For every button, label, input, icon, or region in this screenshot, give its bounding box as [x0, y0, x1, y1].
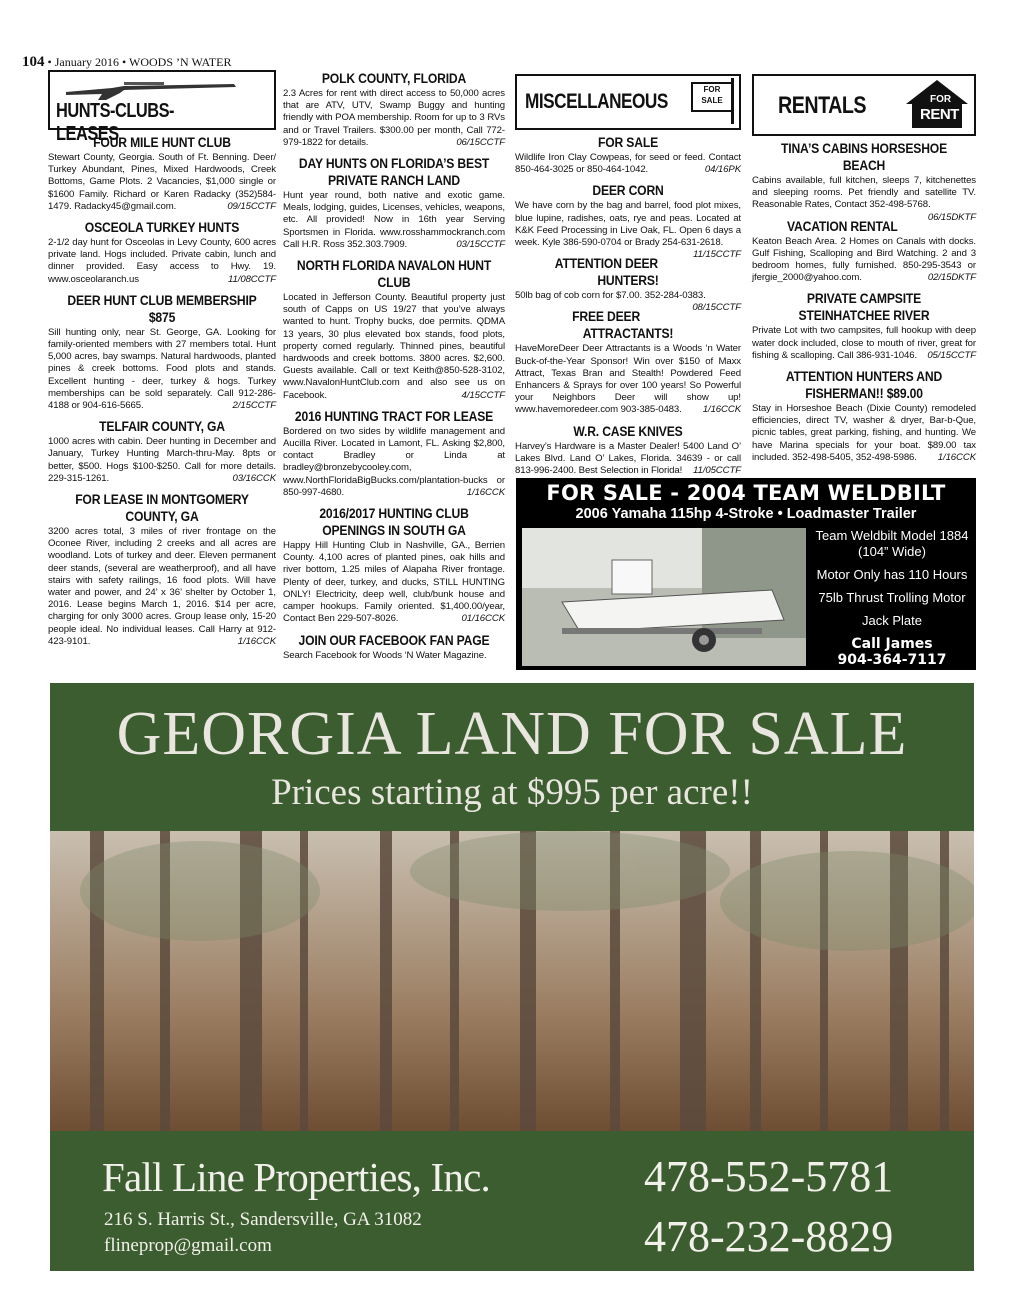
ad-title: JOIN OUR FACEBOOK FAN PAGE — [298, 632, 490, 648]
classified-ad — [283, 70, 505, 149]
boat-headline: FOR SALE - 2004 TEAM WELDBILT — [546, 481, 946, 505]
ad-title: VACATION RENTAL — [786, 218, 898, 234]
boat-detail: Jack Plate — [862, 613, 922, 628]
classified-ad — [48, 292, 276, 412]
ad-title: ATTENTION HUNTERS AND FISHERMAN!! $89.00 — [785, 369, 943, 402]
boat-subhead: 2006 Yamaha 115hp 4-Stroke • Loadmaster Trailer — [575, 506, 917, 522]
hunts-section-title: HUNTS-CLUBS-LEASES — [56, 100, 175, 145]
ad-code: 03/15CCTF — [456, 238, 505, 250]
classified-ad — [752, 290, 976, 362]
ad-body: Located in Jefferson County. Beautiful property just south of Capps on US 19/27 that you’ve always wanted to hunt. Trophy bucks, doe permits. QDMA 13 years, 30 plus elevated box stands, food plots, property corned regularly. Thinned pines, beautiful hardwoods and creek bottoms. 3800 acres. $2,600. Guests available. Call or text Keith@850-528-3102, www.NavalonHuntClub.com and also see us on Facebook. — [283, 292, 505, 401]
ad-code: 11/08CCTF — [228, 273, 276, 285]
ad-body: 2.3 Acres for rent with direct access to 50,000 acres that are ATV, UTV, Swamp Buggy and hunting friendly with POA membership. Room for up to 3 RVs and or Travel Trailers. $300.00 per month, Call 772-979-1822 for details. — [283, 88, 505, 148]
ad-body: Stewart County, Georgia. South of Ft. Benning. Deer/ Turkey Abundant, Pines, Mixed Hardwoods, Creek Bottoms, Game Plots. 2 Vacancies, $1,000 single or $1600 Family. Richard or Karen Radacky (352)584-1479. Radacky45@gmail.com. — [48, 152, 276, 212]
boat-image — [522, 528, 806, 666]
classified-ad — [48, 134, 276, 213]
ad-body: HaveMoreDeer Deer Attractants is a Woods ‘n Water Buck-of-the-Year Sponsor! Win over $150 of Maxx Attract, Texas Bran and Stealth! Powdered Feed Enhancers & Sprays for over 100 years! So Powerful your Neighbors Deer will show up! www.havemoredeer.com 903-385-0483. — [515, 343, 741, 416]
classified-ad — [48, 219, 276, 286]
rent-sign-for: FOR — [930, 94, 952, 105]
classified-ad — [283, 155, 505, 251]
miscellaneous-column — [515, 74, 741, 483]
classified-ad — [515, 255, 741, 314]
ad-code: 08/15CCTF — [692, 302, 741, 314]
ad-title: 2016 HUNTING TRACT FOR LEASE — [294, 408, 494, 424]
land-company-email[interactable]: flineprop@gmail.com — [104, 1235, 272, 1256]
ad-title: 2016/2017 HUNTING CLUB OPENINGS IN SOUTH GA — [319, 506, 469, 539]
ad-code: 2/15CCTF — [232, 400, 276, 412]
ad-code: 1/16CCK — [466, 486, 505, 498]
ad-code: 01/16CCK — [461, 613, 505, 625]
sign-post-icon — [731, 78, 734, 124]
ad-title: TINA’S CABINS HORSESHOE BEACH — [781, 141, 947, 173]
boat-call: Call James — [851, 636, 933, 652]
ad-body: Wildlife Iron Clay Cowpeas, for seed or feed. Contact 850-464-3025 or 850-464-1042. — [515, 152, 741, 176]
ad-title: OSCEOLA TURKEY HUNTS — [84, 220, 240, 236]
boat-details — [812, 528, 972, 636]
ad-title: FOR SALE — [598, 135, 658, 150]
ad-body: Cabins available, full kitchen, sleeps 7, kitchenettes and sleeping rooms. Pet friendly and satellite TV. Reasonable Rates, Contact 352-498-5768. — [752, 175, 976, 211]
ad-code: 4/15CCTF — [461, 389, 505, 401]
ad-title: W.R. CASE KNIVES — [573, 423, 683, 439]
ad-body: Happy Hill Hunting Club in Nashville, GA., Berrien County. 4,100 acres of planted pines, oak hills and river bottom, 1.25 miles of Alapaha River frontage. Plenty of deer, turkey, and ducks, STILL HUNTING ONLY! Electricity, deep well, club/bunk house and camper hookups. Family oriented. $1,400.00/year, Contact Ben 229-507-8026. — [283, 540, 505, 625]
land-company-name: Fall Line Properties, Inc. — [102, 1154, 490, 1200]
ad-title: DAY HUNTS ON FLORIDA’S BEST PRIVATE RANCH LAND — [298, 156, 490, 189]
ad-title: DEER HUNT CLUB MEMBERSHIP $875 — [67, 292, 257, 325]
ad-code: 1/16CCK — [702, 404, 741, 416]
forest-photo — [50, 831, 974, 1131]
classified-ad — [752, 218, 976, 285]
ad-body: Private Lot with two campsites, full hookup with deep water dock included, close to mouth of river, great for fishing & scalloping. Call 386-931-1046. — [752, 325, 976, 361]
misc-section-header — [515, 74, 741, 130]
ad-title: NORTH FLORIDA NAVALON HUNT CLUB — [296, 258, 492, 291]
ad-code: 03/16CCK — [232, 472, 276, 484]
ad-title: TELFAIR COUNTY, GA — [99, 419, 225, 435]
land-ad-subtitle: Prices starting at $995 per acre!! — [271, 772, 753, 813]
ad-body: Keaton Beach Area. 2 Homes on Canals with docks. Gulf Fishing, Scalloping and Bird Watching. 2 and 3 bedroom homes, fully furnished. 850-295-3543 or jfergie_2000@yahoo.com. — [752, 235, 976, 284]
ad-title: FREE DEER ATTRACTANTS! — [572, 309, 674, 342]
ad-body: Harvey’s Hardware is a Master Dealer! 5400 Land O’ Lakes Blvd. Land O’ Lakes, Florida. 34639 - or call 813-996-2400. Best Selection in Florida! — [515, 440, 741, 477]
rentals-section-title: RENTALS — [778, 92, 867, 119]
classified-ad — [283, 408, 505, 499]
ad-title: ATTENTION DEER HUNTERS! — [554, 256, 659, 289]
classified-ad — [752, 368, 976, 464]
ad-body: Search Facebook for Woods ‘N Water Magazine. — [283, 649, 487, 661]
classified-ad — [515, 182, 741, 261]
rentals-section-header — [752, 74, 976, 136]
ad-title: FOUR MILE HUNT CLUB — [93, 135, 231, 150]
sign-text: FOR SALE — [701, 85, 723, 105]
ad-code: 11/15CCTF — [693, 249, 741, 261]
ad-code: 06/15DKTF — [927, 211, 976, 223]
boat-contact — [812, 636, 972, 668]
ad-body: 3200 acres total, 3 miles of river frontage on the Oconee River, including 2 creeks and all acres are woodland. Lots of turkey and deer. Eleven permanent deer stands, (several are weatherproof), and all have stairs with safety railings, 16 food plots. Will have water and power, and 24’ x 36’ shelter by October 1, 2016. Lease begins March 1, 2016. $14 per acre, charging for only 3000 acres. Group lease only, 15-20 people ideal. No individual leases. Call Harry at 912-423-9101. — [48, 526, 276, 647]
rentals-column — [752, 74, 976, 470]
ad-body: Hunt year round, both native and exotic game. Meals, lodging, guides, Licenses, vehicles, weapons, etc. All provided! Now in 16th year Serving Sportsmen in Florida. www.rosshammockranch.com Call H.R. Ross 352.303.7909. — [283, 190, 505, 250]
boat-detail: Team Weldbilt Model 1884 (104” Wide) — [815, 528, 969, 559]
land-phone-2: 478-232-8829 — [644, 1212, 894, 1261]
ad-code: 11/05CCTF — [693, 465, 741, 477]
classified-ad — [752, 140, 976, 223]
hunts-column — [48, 70, 276, 654]
ad-code: 09/15CCTF — [227, 200, 276, 212]
georgia-land-ad — [50, 683, 974, 1271]
ad-title: PRIVATE CAMPSITE STEINHATCHEE RIVER — [798, 291, 930, 324]
ad-title: POLK COUNTY, FLORIDA — [321, 71, 467, 86]
classified-ad — [515, 308, 741, 416]
classified-ad — [283, 257, 505, 402]
boat-phone: 904-364-7117 — [837, 652, 947, 668]
page-folio: 104 • January 2016 • WOODS ’N WATER — [22, 54, 232, 70]
ad-code: 05/15CCTF — [927, 349, 976, 361]
ad-code: 06/15CCTF — [456, 136, 505, 148]
land-company-address: 216 S. Harris St., Sandersville, GA 31082 — [104, 1209, 422, 1230]
ad-code: 04/16PK — [704, 164, 741, 176]
ad-body: 50lb bag of cob corn for $7.00. 352-284-0383. — [515, 290, 706, 302]
ad-body: 2-1/2 day hunt for Osceolas in Levy County, 600 acres private land. Hogs included. Private cabin, lunch and dinner provided. Easy access to Hwy. 19. www.osceolaranch.us — [48, 237, 276, 285]
classified-ad — [283, 505, 505, 625]
classified-ad — [48, 418, 276, 485]
boat-detail: 75lb Thrust Trolling Motor — [818, 590, 966, 605]
land-ad-title: GEORGIA LAND FOR SALE — [116, 700, 908, 768]
boat-photo — [522, 528, 806, 666]
classified-ad — [515, 134, 741, 176]
hunts-column-2 — [283, 70, 505, 668]
misc-section-title: MISCELLANEOUS — [525, 90, 668, 113]
for-sale-sign-icon — [691, 82, 733, 112]
ad-body: We have corn by the bag and barrel, food plot mixes, blue lupine, radishes, oats, rye and peas. Located at K&K Feed Processing in Live Oak, FL. Open 6 days a week. Kyle 386-590-0704 or Brady 254-631-2618. — [515, 200, 741, 249]
boat-for-sale-ad — [516, 478, 976, 670]
ad-code: 02/15DKTF — [927, 272, 976, 284]
shotgun-icon — [64, 78, 244, 102]
ad-code: 1/16CCK — [937, 451, 976, 463]
ad-code: 1/16CCK — [237, 635, 276, 647]
ad-body: Sill hunting only, near St. George, GA. Looking for family-oriented members with 27 members total. Hunt 5,000 acres, bay swamps. Natural hardwoods, planted pines & creek bottoms. Food plots and stands. Excellent hunting - deer, turkey & hogs. Turkey memberships can be sold separately. Call 912-286-4188 or 904-616-5665. — [48, 326, 276, 412]
boat-detail: Motor Only has 110 Hours — [816, 567, 968, 582]
rent-sign-rent: RENT — [920, 106, 959, 123]
ad-body: 1000 acres with cabin. Deer hunting in December and January, Turkey Hunting March-thru-May. 8pts or better, $500. Hogs $100-$250. Call for more details. 229-315-1261. — [48, 436, 276, 484]
ad-body: Stay in Horseshoe Beach (Dixie County) remodeled efficiencies, direct TV, washer & dryer, Bar-b-Que, picnic tables, great parking, fishing, and hunting. We have Marina specials for your boat. $89.00 tax included. 352-498-5405, 352-498-5986. — [752, 403, 976, 463]
classified-ad — [48, 491, 276, 648]
ad-body: Bordered on two sides by wildlife management and Aucilla River. Located in Lamont, FL. Asking $2,800, contact Bradley or Linda at bradley@bronzebycooley.com, www.NorthFloridaBigBucks.com/plantation-bucks or 850-997-4680. — [283, 425, 505, 498]
land-phone-1: 478-552-5781 — [644, 1152, 894, 1201]
classified-ad — [515, 423, 741, 478]
ad-title: FOR LEASE IN MONTGOMERY COUNTY, GA — [75, 492, 249, 525]
ad-title: DEER CORN — [592, 183, 664, 199]
classified-ad — [283, 632, 505, 662]
